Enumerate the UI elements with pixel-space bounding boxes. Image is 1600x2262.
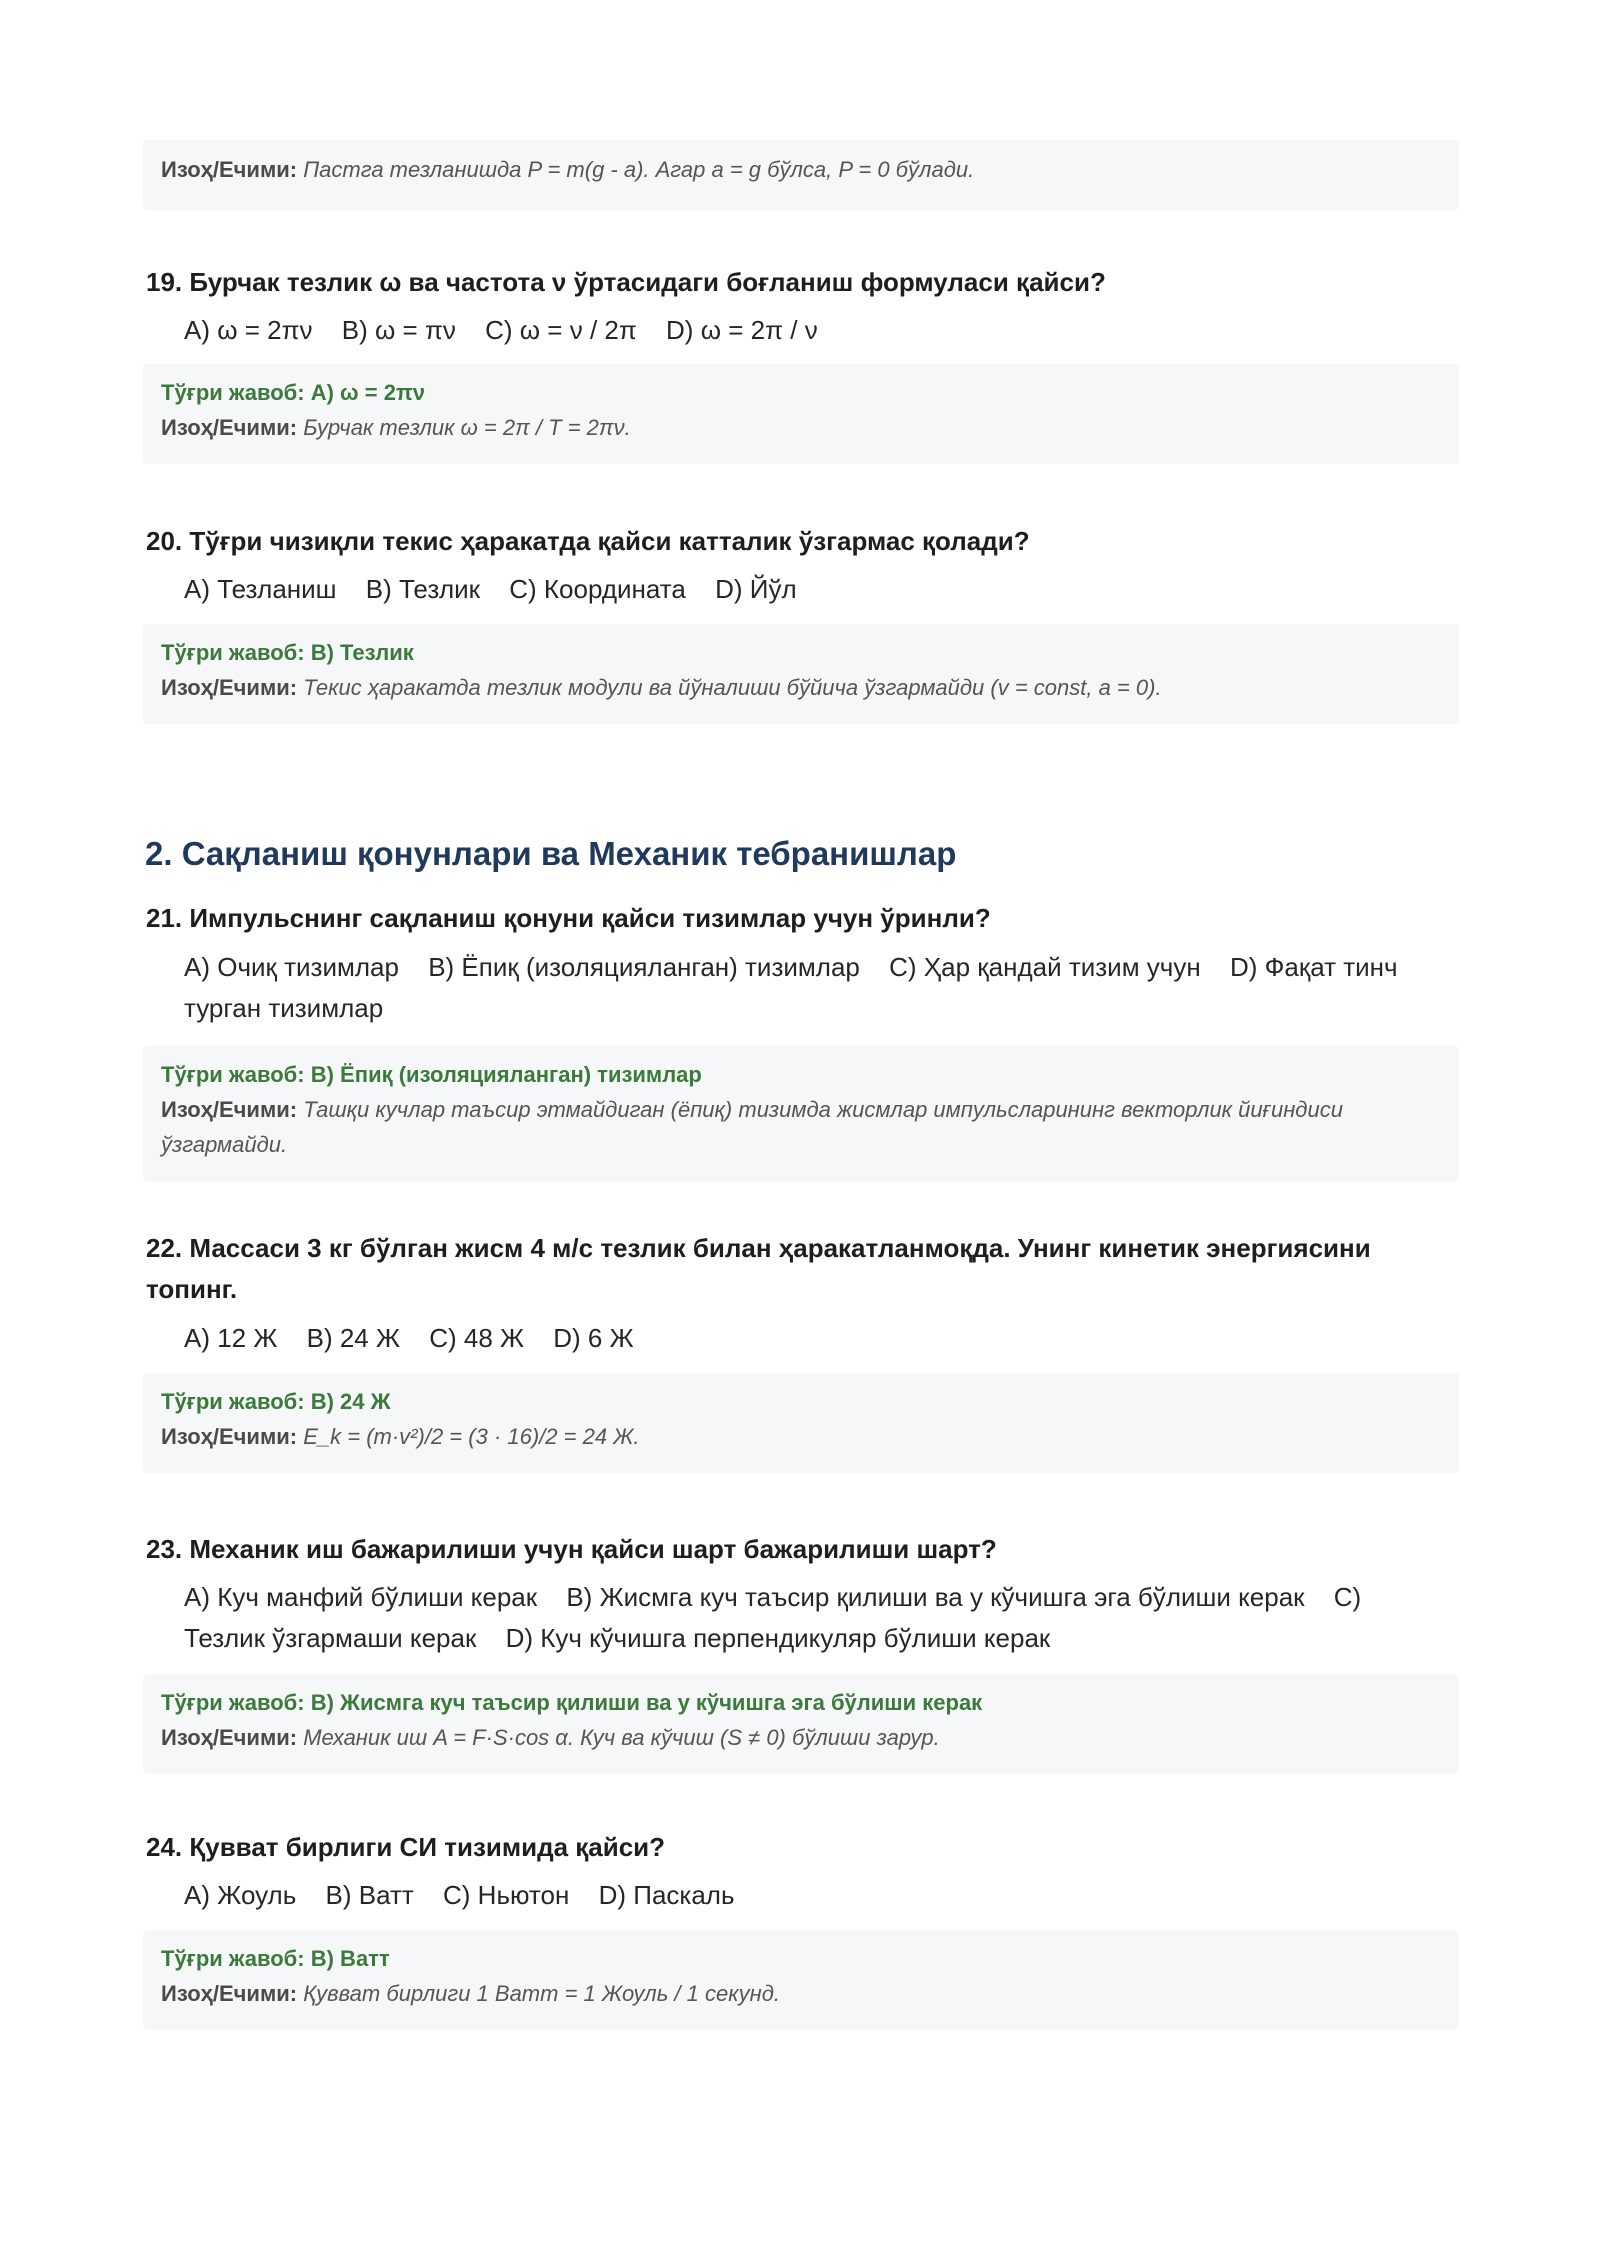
option-d: D) Куч кўчишга перпендикуляр бўлиши керак [505,1623,1051,1653]
answer-text: B) Тезлик [310,640,414,665]
option-d: D) Йўл [715,574,797,604]
option-a: A) Куч манфий бўлиши керак [184,1582,538,1612]
q21-options [184,947,1444,1029]
explanation-label: Изоҳ/Ечими: [161,157,298,182]
option-c: C) Координата [509,574,686,604]
q23-answer [161,1686,1441,1720]
q21-solution-box [143,1046,1459,1182]
option-b: B) ω = πν [341,315,456,345]
option-b: B) Ватт [325,1880,414,1910]
answer-text: B) Ватт [310,1946,390,1971]
q24-answer [161,1942,1441,1976]
q20-question: 20. Тўғри чизиқли текис ҳаракатда қайси катталик ўзгармас қолади? [146,526,1030,556]
option-b: B) 24 Ж [306,1323,400,1353]
q23-solution-box [143,1674,1459,1774]
q20-solution-box [143,624,1459,724]
explanation-text: Қувват бирлиги 1 Ватт = 1 Жоуль / 1 секунд. [303,1981,780,2006]
explanation-text: Ташқи кучлар таъсир этмайдиган (ёпиқ) тизимда жисмлар импульсларининг векторлик йиғиндиси ўзгармайди. [161,1097,1343,1157]
answer-text: B) 24 Ж [310,1389,391,1414]
explanation-label: Изоҳ/Ечими: [161,1097,298,1122]
explanation-label: Изоҳ/Ечими: [161,415,298,440]
q18-solution-box [143,140,1459,210]
option-a: A) 12 Ж [184,1323,278,1353]
explanation-label: Изоҳ/Ечими: [161,1424,298,1449]
option-a: A) ω = 2πν [184,315,313,345]
explanation-text: Бурчак тезлик ω = 2π / T = 2πν. [303,415,631,440]
answer-label: Тўғри жавоб: [161,1389,305,1414]
option-d: D) ω = 2π / ν [666,315,818,345]
q24-explanation [161,1976,1441,2011]
q24-solution-box [143,1930,1459,2030]
answer-label: Тўғри жавоб: [161,380,305,405]
q19-solution-box [143,364,1459,464]
q23-explanation [161,1720,1441,1755]
q19-question: 19. Бурчак тезлик ω ва частота ν ўртасидаги боғланиш формуласи қайси? [146,267,1106,297]
option-a: A) Жоуль [184,1880,297,1910]
answer-text: B) Ёпиқ (изоляцияланган) тизимлар [310,1062,702,1087]
q23-question: 23. Механик иш бажарилиши учун қайси шарт бажарилиши шарт? [146,1534,997,1564]
q20-answer [161,636,1441,670]
answer-text: A) ω = 2πν [310,380,426,405]
section-heading: 2. Сақланиш қонунлари ва Механик тебранишлар [145,835,957,872]
option-d: D) Фақат тинч турган тизимлар [184,952,1398,1023]
option-b: B) Жисмга куч таъсир қилиши ва у кўчишга эга бўлиши керак [566,1582,1305,1612]
explanation-label: Изоҳ/Ечими: [161,1725,298,1750]
q22-solution-box [143,1373,1459,1473]
explanation-text: Механик иш A = F·S·cos α. Куч ва кўчиш (S ≠ 0) бўлиши зарур. [303,1725,940,1750]
answer-label: Тўғри жавоб: [161,1690,305,1715]
q19-explanation [161,410,1441,445]
q20-options [184,569,1444,610]
explanation-text: Пастга тезланишда P = m(g - a). Агар a = g бўлса, P = 0 бўлади. [303,157,975,182]
q22-answer [161,1385,1441,1419]
option-d: D) Паскаль [598,1880,735,1910]
q21-question: 21. Импульснинг сақланиш қонуни қайси тизимлар учун ўринли? [146,903,991,933]
answer-label: Тўғри жавоб: [161,640,305,665]
q19-answer [161,376,1441,410]
q21-answer [161,1058,1441,1092]
option-d: D) 6 Ж [553,1323,634,1353]
q22-question: 22. Массаси 3 кг бўлган жисм 4 м/с тезлик билан ҳаракатланмоқда. Унинг кинетик энергиясини топинг. [146,1233,1371,1304]
option-c: C) Ҳар қандай тизим учун [889,952,1201,982]
q24-options [184,1875,1444,1916]
q19-options [184,310,1444,351]
option-c: C) Тезлик ўзгармаши керак [184,1582,1362,1653]
option-b: B) Ёпиқ (изоляцияланган) тизимлар [428,952,860,982]
answer-label: Тўғри жавоб: [161,1946,305,1971]
explanation-label: Изоҳ/Ечими: [161,675,298,700]
q22-explanation [161,1419,1441,1454]
q20-explanation [161,670,1441,705]
q18-explanation [161,152,1441,187]
option-c: C) ω = ν / 2π [485,315,637,345]
option-a: A) Очиқ тизимлар [184,952,399,982]
answer-label: Тўғри жавоб: [161,1062,305,1087]
q22-options [184,1318,1444,1359]
q24-question: 24. Қувват бирлиги СИ тизимида қайси? [146,1832,666,1862]
option-c: C) Ньютон [443,1880,570,1910]
q21-explanation [161,1092,1441,1162]
option-a: A) Тезланиш [184,574,337,604]
answer-text: B) Жисмга куч таъсир қилиши ва у кўчишга эга бўлиши керак [310,1690,983,1715]
q23-options [184,1577,1444,1659]
option-b: B) Тезлик [365,574,481,604]
explanation-text: Текис ҳаракатда тезлик модули ва йўналиши бўйича ўзгармайди (v = const, a = 0). [303,675,1162,700]
explanation-text: E_k = (m·v²)/2 = (3 · 16)/2 = 24 Ж. [303,1424,640,1449]
option-c: C) 48 Ж [429,1323,525,1353]
explanation-label: Изоҳ/Ечими: [161,1981,298,2006]
